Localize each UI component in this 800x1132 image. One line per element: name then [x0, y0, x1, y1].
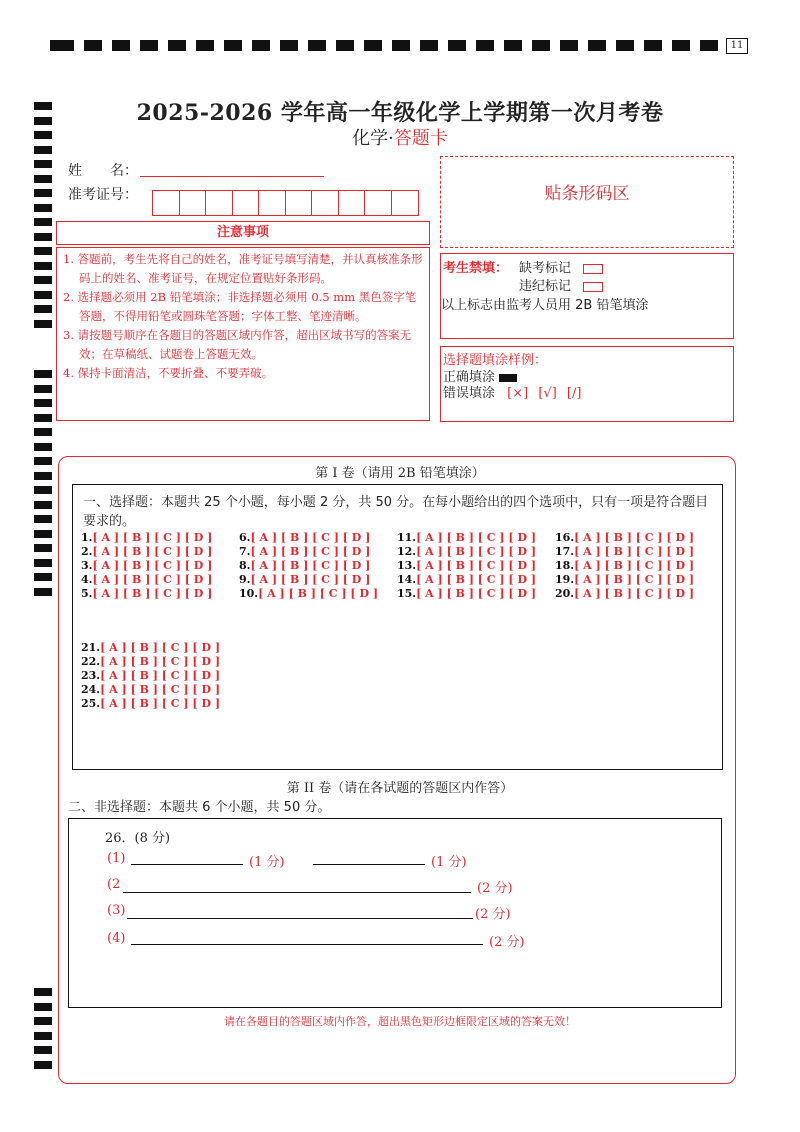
sub1-label: (1) [107, 851, 126, 866]
mc-options[interactable]: [ A ] [ B ] [ C ] [ D ] [416, 531, 537, 544]
mc-column [239, 531, 378, 601]
subtitle-accent: 答题卡 [393, 128, 448, 149]
mc-question-row[interactable] [81, 587, 212, 601]
timing-mark [532, 40, 550, 51]
timing-mark [34, 1032, 52, 1040]
mc-question-number: 18. [555, 559, 575, 572]
timing-mark [84, 40, 102, 51]
exam-number-cell[interactable] [365, 191, 392, 215]
mc-options[interactable]: [ A ] [ B ] [ C ] [ D ] [416, 587, 537, 600]
exam-number-cell[interactable] [233, 191, 260, 215]
mc-options[interactable]: [ A ] [ B ] [ C ] [ D ] [92, 573, 213, 586]
exam-number-cell[interactable] [206, 191, 233, 215]
barcode-label: 贴条形码区 [544, 184, 630, 204]
sample-box [440, 346, 734, 422]
timing-mark [308, 40, 326, 51]
timing-mark [34, 305, 52, 313]
sub2-answer-line[interactable] [123, 877, 471, 893]
mc-question-row[interactable] [239, 531, 378, 545]
timing-mark [34, 486, 52, 494]
timing-mark [34, 443, 52, 451]
mc-options[interactable]: [ A ] [ B ] [ C ] [ D ] [574, 559, 695, 572]
mc-question-number: 21. [81, 641, 101, 654]
timing-mark [588, 40, 606, 51]
wrong-label: 错误填涂 [443, 386, 496, 401]
notice-box [56, 247, 430, 421]
mc-question-row[interactable] [81, 683, 220, 697]
sub3-answer-line[interactable] [127, 903, 473, 919]
mc-question-row[interactable] [81, 573, 212, 587]
mc-question-row[interactable] [239, 573, 378, 587]
mc-intro: 一、选择题：本题共 25 个小题，每小题 2 分，共 50 分。在每小题给出的四个选项中，只有一项是符合题目要求的。 [83, 495, 709, 529]
notice-item: 2. 选择题必须用 2B 铅笔填涂；非选择题必须用 0.5 mm 黑色签字笔答题，不得用铅笔或圆珠笔答题；字体工整、笔迹清晰。 [63, 290, 417, 323]
mc-question-number: 9. [239, 573, 251, 586]
ban-box [440, 253, 734, 339]
timing-mark [34, 204, 52, 212]
part2-heading: 二、非选择题：本题共 6 个小题，共 50 分。 [68, 800, 331, 815]
mc-question-number: 22. [81, 655, 101, 668]
mc-question-number: 11. [397, 531, 417, 544]
page-number: 11 [726, 38, 748, 54]
mc-options[interactable]: [ A ] [ B ] [ C ] [ D ] [250, 531, 371, 544]
mc-question-number: 7. [239, 545, 251, 558]
notice-item: 1. 答题前，考生先将自己的姓名，准考证号填写清楚，并认真核准条形码上的姓名、准考证号，在规定位置贴好条形码。 [63, 252, 423, 285]
timing-mark [392, 40, 410, 51]
timing-mark [34, 988, 52, 996]
question-26-box[interactable] [68, 818, 722, 1008]
timing-mark [112, 40, 130, 51]
mc-options[interactable]: [ A ] [ B ] [ C ] [ D ] [100, 697, 221, 710]
mc-question-row[interactable] [555, 587, 694, 601]
timing-mark [336, 40, 354, 51]
mc-question-row[interactable] [239, 587, 378, 601]
ban-note: 以上标志由监考人员用 2B 铅笔填涂 [441, 298, 649, 313]
absent-mark-box[interactable] [583, 264, 603, 274]
timing-mark [616, 40, 634, 51]
mc-question-row[interactable] [397, 573, 536, 587]
timing-mark [50, 40, 74, 51]
timing-mark [34, 501, 52, 509]
timing-mark [364, 40, 382, 51]
mc-options[interactable]: [ A ] [ B ] [ C ] [ D ] [92, 559, 213, 572]
mc-question-row[interactable] [397, 559, 536, 573]
violation-mark-box[interactable] [583, 282, 603, 292]
timing-mark [420, 40, 438, 51]
timing-mark [224, 40, 242, 51]
wrong-mark-check: [√] [538, 386, 557, 401]
name-input-line[interactable] [140, 176, 324, 177]
mc-options[interactable]: [ A ] [ B ] [ C ] [ D ] [574, 587, 695, 600]
mc-question-row[interactable] [81, 641, 220, 655]
mc-column [81, 641, 220, 711]
sub4-score: (2 分) [489, 935, 525, 950]
exam-number-cell[interactable] [259, 191, 286, 215]
sub4-answer-line[interactable] [131, 929, 483, 945]
violation-mark-row [519, 275, 603, 294]
sub1-answer-line-a[interactable] [131, 849, 243, 865]
exam-number-cell[interactable] [153, 191, 180, 215]
page-subtitle [0, 124, 800, 150]
mc-options[interactable]: [ A ] [ B ] [ C ] [ D ] [100, 683, 221, 696]
timing-mark [34, 276, 52, 284]
exam-number-boxes[interactable] [152, 190, 419, 216]
sub1-answer-line-b[interactable] [313, 849, 425, 865]
mc-question-number: 6. [239, 531, 251, 544]
timing-mark [34, 160, 52, 168]
mc-options[interactable]: [ A ] [ B ] [ C ] [ D ] [250, 573, 371, 586]
mc-question-number: 8. [239, 559, 251, 572]
mc-options[interactable]: [ A ] [ B ] [ C ] [ D ] [416, 559, 537, 572]
mc-options[interactable]: [ A ] [ B ] [ C ] [ D ] [100, 669, 221, 682]
mc-question-row[interactable] [555, 545, 694, 559]
mc-question-number: 2. [81, 545, 93, 558]
wrong-mark-slash: [/] [566, 386, 582, 401]
notice-item: 4. 保持卡面清洁，不要折叠、不要弄破。 [63, 366, 274, 380]
mc-question-number: 1. [81, 531, 93, 544]
mc-question-number: 17. [555, 545, 575, 558]
timing-mark [34, 291, 52, 299]
timing-mark [280, 40, 298, 51]
sub4-label: (4) [107, 931, 126, 946]
mc-question-row[interactable] [81, 531, 212, 545]
exam-number-cell[interactable] [312, 191, 339, 215]
notice-title: 注意事项 [56, 221, 430, 245]
question-26-label: 26．(8 分) [105, 831, 171, 846]
timing-mark [34, 233, 52, 241]
mc-question-number: 20. [555, 587, 575, 600]
timing-mark [34, 588, 52, 596]
mc-column [397, 531, 536, 601]
sub1-score-a: (1 分) [249, 855, 285, 870]
wrong-mark-cross: [×] [507, 386, 529, 401]
correct-label: 正确填涂 [443, 370, 496, 385]
subtitle-main: 化学· [352, 128, 394, 149]
mc-question-number: 12. [397, 545, 417, 558]
timing-mark [34, 573, 52, 581]
violation-mark-label: 违纪标记 [519, 279, 572, 294]
sub3-label: (3) [107, 903, 126, 918]
mc-question-row[interactable] [555, 559, 694, 573]
mc-options[interactable]: [ A ] [ B ] [ C ] [ D ] [92, 587, 213, 600]
mc-question-row[interactable] [81, 545, 212, 559]
mc-question-number: 19. [555, 573, 575, 586]
footer-note: 请在各题目的答题区域内作答，超出黑色矩形边框限定区域的答案无效！ [224, 1015, 576, 1028]
timing-mark [700, 40, 718, 51]
timing-mark [140, 40, 158, 51]
exam-number-label: 准考证号： [68, 187, 138, 203]
sub2-label: (2 [107, 877, 121, 892]
mc-question-row[interactable] [397, 587, 536, 601]
absent-mark-row [519, 257, 603, 276]
timing-mark [34, 544, 52, 552]
timing-mark [34, 370, 52, 378]
timing-mark [34, 515, 52, 523]
timing-mark [560, 40, 578, 51]
part1-title: 第 I 卷（请用 2B 铅笔填涂） [315, 466, 485, 481]
timing-mark [34, 559, 52, 567]
mc-question-row[interactable] [397, 531, 536, 545]
mc-question-row[interactable] [81, 669, 220, 683]
mc-question-row[interactable] [81, 655, 220, 669]
sub3-score: (2 分) [475, 907, 511, 922]
mc-options[interactable]: [ A ] [ B ] [ C ] [ D ] [416, 573, 537, 586]
mc-question-number: 14. [397, 573, 417, 586]
timing-mark [476, 40, 494, 51]
exam-number-cell[interactable] [339, 191, 366, 215]
mc-options[interactable]: [ A ] [ B ] [ C ] [ D ] [416, 545, 537, 558]
mc-question-number: 25. [81, 697, 101, 710]
timing-mark [252, 40, 270, 51]
mc-question-row[interactable] [81, 559, 212, 573]
timing-mark [168, 40, 186, 51]
mc-question-row[interactable] [239, 559, 378, 573]
timing-mark [672, 40, 690, 51]
timing-mark [34, 247, 52, 255]
multiple-choice-box [72, 484, 723, 770]
timing-mark [34, 189, 52, 197]
filled-mark-icon [499, 374, 517, 382]
mc-options[interactable]: [ A ] [ B ] [ C ] [ D ] [258, 587, 379, 600]
mc-question-row[interactable] [81, 697, 220, 711]
mc-options[interactable]: [ A ] [ B ] [ C ] [ D ] [574, 545, 695, 558]
timing-mark [34, 399, 52, 407]
mc-options[interactable]: [ A ] [ B ] [ C ] [ D ] [100, 641, 221, 654]
name-label: 姓 名： [68, 163, 138, 179]
timing-mark [34, 414, 52, 422]
notice-item: 3. 请按题号顺序在各题目的答题区域内作答，超出区域书写的答案无效；在草稿纸、试题卷上答题无效。 [63, 328, 412, 361]
page-title: 2025-2026 学年高一年级化学上学期第一次月考卷 [136, 100, 664, 126]
mc-question-row[interactable] [397, 545, 536, 559]
mc-question-number: 4. [81, 573, 93, 586]
timing-mark [34, 1046, 52, 1054]
mc-question-row[interactable] [555, 531, 694, 545]
part2-title: 第 II 卷（请在各试题的答题区内作答） [286, 781, 514, 796]
mc-column [81, 531, 212, 601]
absent-mark-label: 缺考标记 [519, 261, 572, 276]
exam-number-cell[interactable] [180, 191, 207, 215]
timing-mark [448, 40, 466, 51]
mc-column [555, 531, 694, 601]
timing-mark [34, 175, 52, 183]
timing-mark [34, 385, 52, 393]
timing-mark [34, 530, 52, 538]
mc-question-number: 5. [81, 587, 93, 600]
timing-mark [34, 320, 52, 328]
mc-options[interactable]: [ A ] [ B ] [ C ] [ D ] [250, 545, 371, 558]
barcode-area [440, 156, 734, 248]
timing-mark [504, 40, 522, 51]
sub2-score: (2 分) [477, 881, 513, 896]
mc-question-number: 16. [555, 531, 575, 544]
mc-question-number: 24. [81, 683, 101, 696]
timing-mark [34, 1003, 52, 1011]
sub1-score-b: (1 分) [431, 855, 467, 870]
mc-question-row[interactable] [555, 573, 694, 587]
ban-label: 考生禁填： [443, 261, 509, 276]
mc-options[interactable]: [ A ] [ B ] [ C ] [ D ] [574, 573, 695, 586]
mc-options[interactable]: [ A ] [ B ] [ C ] [ D ] [92, 545, 213, 558]
timing-mark [34, 218, 52, 226]
mc-options[interactable]: [ A ] [ B ] [ C ] [ D ] [100, 655, 221, 668]
timing-mark [34, 428, 52, 436]
exam-number-cell[interactable] [392, 191, 419, 215]
timing-mark [196, 40, 214, 51]
mc-question-number: 13. [397, 559, 417, 572]
mc-question-number: 3. [81, 559, 93, 572]
timing-mark [34, 262, 52, 270]
mc-question-number: 10. [239, 587, 259, 600]
mc-options[interactable]: [ A ] [ B ] [ C ] [ D ] [250, 559, 371, 572]
mc-question-row[interactable] [239, 545, 378, 559]
mc-question-number: 23. [81, 669, 101, 682]
mc-question-number: 15. [397, 587, 417, 600]
timing-mark [644, 40, 662, 51]
mc-options[interactable]: [ A ] [ B ] [ C ] [ D ] [92, 531, 213, 544]
mc-options[interactable]: [ A ] [ B ] [ C ] [ D ] [574, 531, 695, 544]
timing-mark [34, 1061, 52, 1069]
exam-number-cell[interactable] [286, 191, 313, 215]
wrong-sample [443, 382, 581, 401]
sample-label: 选择题填涂样例： [443, 353, 548, 368]
